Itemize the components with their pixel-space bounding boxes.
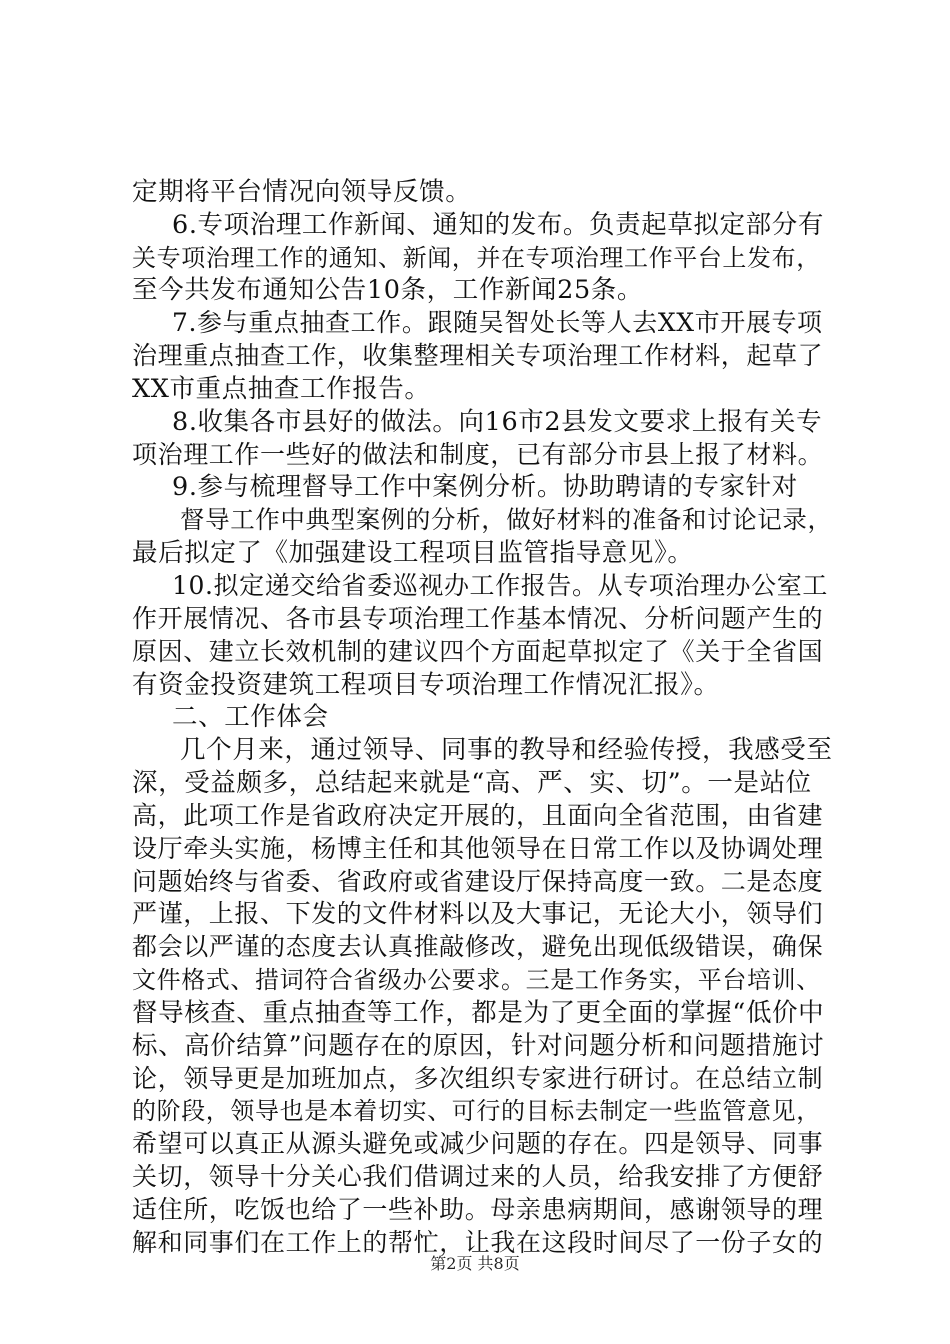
text-line-21: 设厅牵头实施，杨博主任和其他领导在日常工作以及协调处理 — [132, 834, 824, 863]
text-line-33: 解和同事们在工作上的帮忙，让我在这段时间尽了一份子女的 — [132, 1228, 824, 1257]
text-line-31: 关切，领导十分关心我们借调过来的人员，给我安排了方便舒 — [132, 1162, 824, 1191]
text-line-1: 定期将平台情况向领导反馈。 — [132, 177, 472, 207]
text-line-3: 关专项治理工作的通知、新闻，并在专项治理工作平台上发布， — [132, 244, 821, 272]
text-line-9: 项治理工作一些好的做法和制度，已有部分市县上报了材料。 — [132, 440, 824, 469]
text-line-23: 严谨，上报、下发的文件材料以及大事记，无论大小，领导们 — [132, 899, 824, 928]
text-line-2: 6.专项治理工作新闻、通知的发布。负责起草拟定部分有 — [172, 210, 824, 240]
text-line-6: 治理重点抽查工作，收集整理相关专项治理工作材料，起草了 — [132, 341, 824, 370]
text-line-18: 几个月来，通过领导、同事的教导和经验传授，我感受至 — [180, 735, 833, 765]
text-line-29: 的阶段，领导也是本着切实、可行的目标去制定一些监管意见， — [132, 1097, 821, 1125]
text-line-16: 有资金投资建筑工程项目专项治理工作情况汇报》。 — [132, 670, 720, 700]
text-line-15: 原因、建立长效机制的建议四个方面起草拟定了《关于全省国 — [132, 637, 824, 666]
text-line-4: 至今共发布通知公告10条，工作新闻25条。 — [132, 275, 643, 305]
text-line-7: XX市重点抽查工作报告。 — [132, 374, 431, 404]
text-line-8: 8.收集各市县好的做法。向16市2县发文要求上报有关专 — [172, 407, 823, 437]
text-line-22: 问题始终与省委、省政府或省建设厅保持高度一致。二是态度 — [132, 867, 824, 896]
text-line-27: 标、高价结算”问题存在的原因，针对问题分析和问题措施讨 — [132, 1031, 825, 1061]
text-line-11: 督导工作中典型案例的分析，做好材料的准备和讨论记录， — [180, 505, 833, 534]
page-number-footer: 第2页 共8页 — [430, 1254, 520, 1273]
text-line-28: 论，领导更是加班加点，多次组织专家进行研讨。在总结立制 — [132, 1064, 824, 1093]
text-line-19: 深，受益颇多，总结起来就是“高、严、实、切”。一是站位 — [132, 768, 812, 798]
text-line-25: 文件格式、措词符合省级办公要求。三是工作务实，平台培训、 — [132, 966, 821, 994]
section-heading: 二、工作体会 — [172, 702, 329, 732]
text-line-10: 9.参与梳理督导工作中案例分析。协助聘请的专家针对 — [172, 472, 798, 502]
text-line-26: 督导核查、重点抽查等工作，都是为了更全面的掌握“低价中 — [132, 998, 825, 1028]
text-line-13: 10.拟定递交给省委巡视办工作报告。从专项治理办公室工 — [172, 571, 828, 600]
text-line-32: 适住所，吃饭也给了一些补助。母亲患病期间，感谢领导的理 — [132, 1195, 824, 1224]
text-line-20: 高，此项工作是省政府决定开展的，且面向全省范围，由省建 — [132, 801, 824, 830]
text-line-5: 7.参与重点抽查工作。跟随吴智处长等人去XX市开展专项 — [172, 308, 823, 337]
text-line-24: 都会以严谨的态度去认真推敲修改，避免出现低级错误，确保 — [132, 932, 824, 961]
text-line-30: 希望可以真正从源头避免或减少问题的存在。四是领导、同事 — [132, 1129, 824, 1158]
text-line-12: 最后拟定了《加强建设工程项目监管指导意见》。 — [132, 538, 694, 568]
text-line-14: 作开展情况、各市县专项治理工作基本情况、分析问题产生的 — [132, 604, 824, 633]
